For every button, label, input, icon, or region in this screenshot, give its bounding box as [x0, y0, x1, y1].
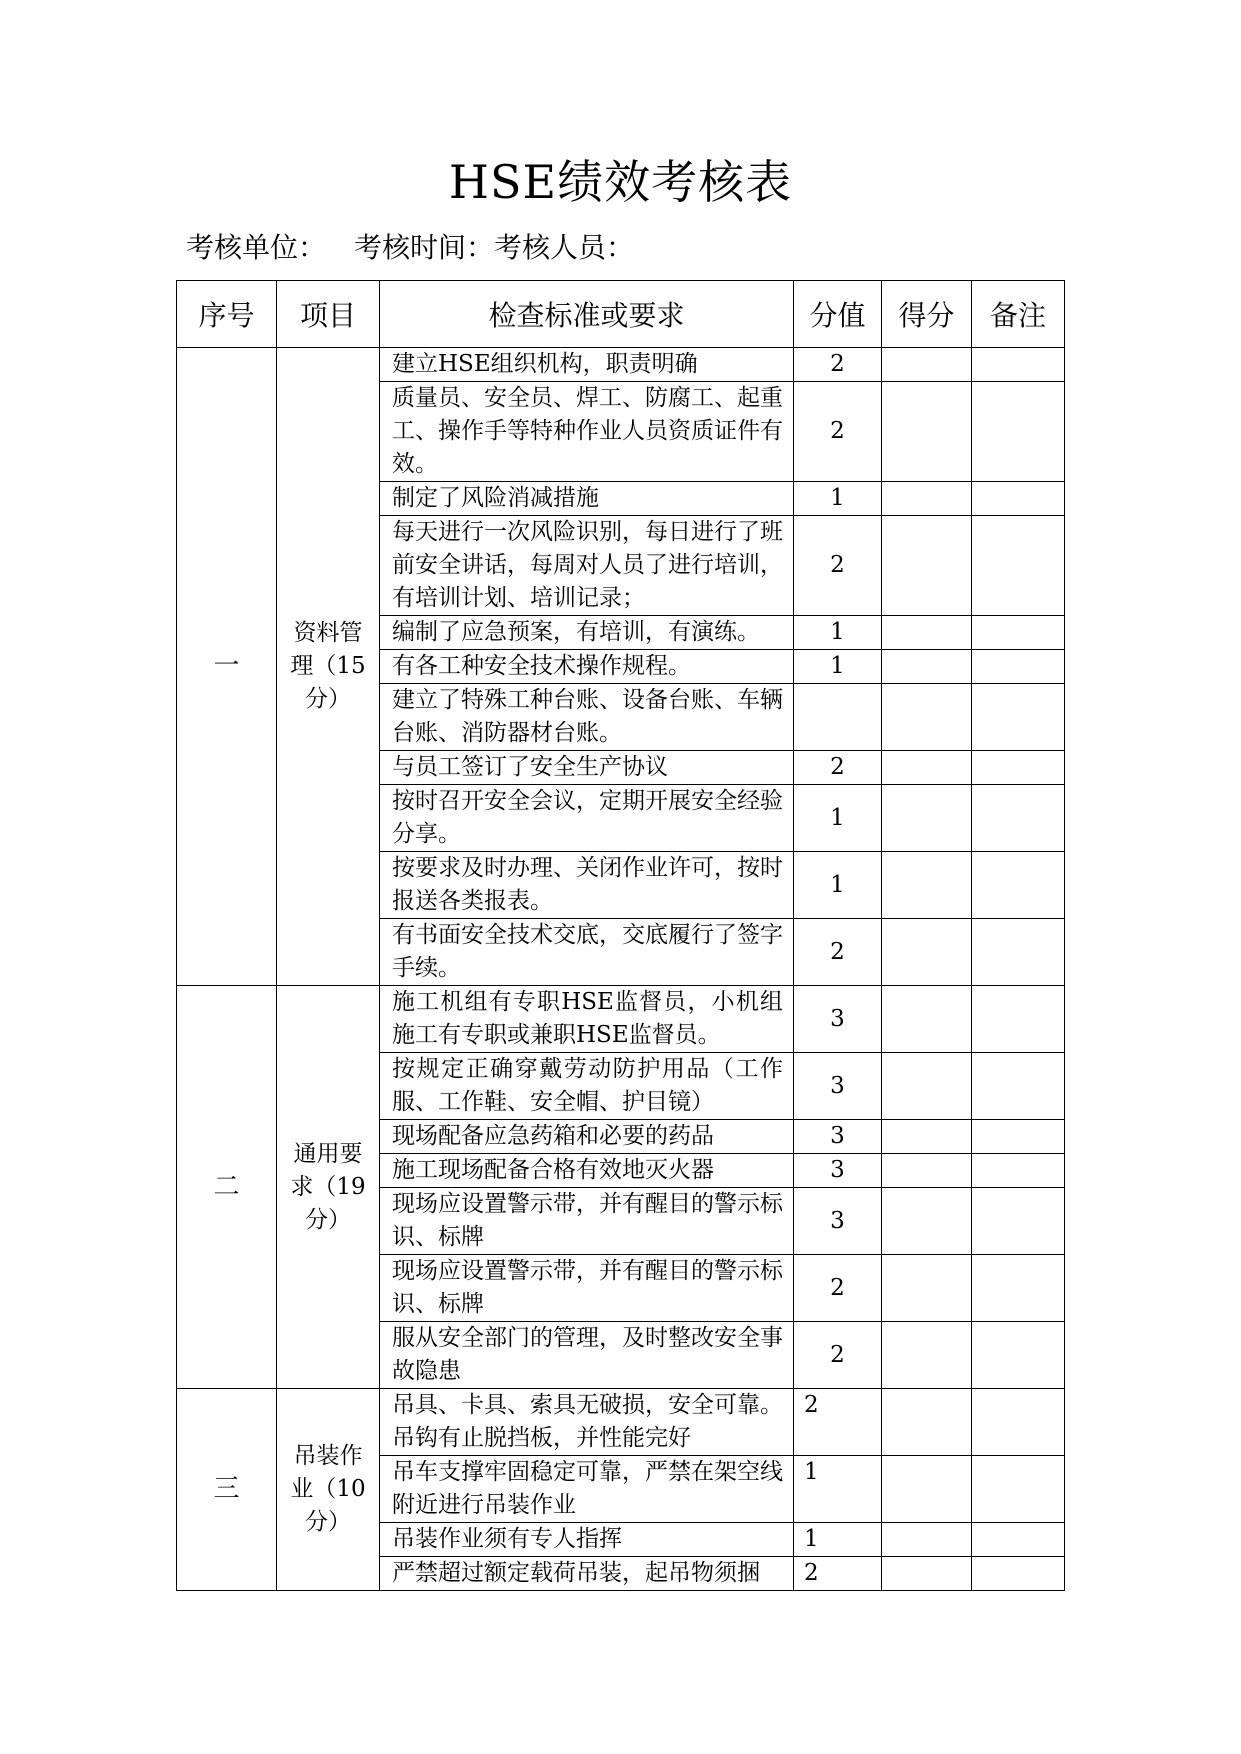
score-cell: 2 [794, 1322, 882, 1389]
table-header-row [177, 281, 1065, 348]
remark-cell[interactable] [972, 1255, 1065, 1322]
got-score-cell[interactable] [882, 1255, 972, 1322]
assessment-meta [186, 228, 634, 268]
score-cell: 1 [794, 785, 882, 852]
remark-cell[interactable] [972, 785, 1065, 852]
score-cell: 1 [794, 1523, 882, 1557]
got-score-cell[interactable] [882, 616, 972, 650]
remark-cell[interactable] [972, 1322, 1065, 1389]
remark-cell[interactable] [972, 1456, 1065, 1523]
section-item: 通用要求（19分） [277, 986, 380, 1389]
got-score-cell[interactable] [882, 1456, 972, 1523]
got-score-cell[interactable] [882, 919, 972, 986]
section-number: 二 [177, 986, 277, 1389]
remark-cell[interactable] [972, 919, 1065, 986]
section-item: 资料管理（15分） [277, 348, 380, 986]
got-score-cell[interactable] [882, 1120, 972, 1154]
got-score-cell[interactable] [882, 1154, 972, 1188]
score-cell: 3 [794, 1154, 882, 1188]
standard-cell: 质量员、安全员、焊工、防腐工、起重工、操作手等特种作业人员资质证件有效。 [380, 382, 794, 482]
unit-label: 考核单位： [186, 231, 327, 264]
got-score-cell[interactable] [882, 1557, 972, 1591]
score-cell: 1 [794, 482, 882, 516]
score-cell: 2 [794, 382, 882, 482]
table-row [177, 1389, 1065, 1456]
standard-cell: 建立HSE组织机构，职责明确 [380, 348, 794, 382]
remark-cell[interactable] [972, 1523, 1065, 1557]
standard-cell: 按要求及时办理、关闭作业许可，按时报送各类报表。 [380, 852, 794, 919]
score-cell: 1 [794, 852, 882, 919]
remark-cell[interactable] [972, 650, 1065, 684]
remark-cell[interactable] [972, 382, 1065, 482]
remark-cell[interactable] [972, 1120, 1065, 1154]
remark-cell[interactable] [972, 348, 1065, 382]
standard-cell: 吊装作业须有专人指挥 [380, 1523, 794, 1557]
remark-cell[interactable] [972, 1188, 1065, 1255]
standard-cell: 服从安全部门的管理，及时整改安全事故隐患 [380, 1322, 794, 1389]
score-cell: 3 [794, 1053, 882, 1120]
standard-cell: 有书面安全技术交底，交底履行了签字手续。 [380, 919, 794, 986]
header-got: 得分 [882, 281, 972, 348]
assessment-table [176, 280, 1065, 1591]
got-score-cell[interactable] [882, 684, 972, 751]
standard-cell: 按时召开安全会议，定期开展安全经验分享。 [380, 785, 794, 852]
standard-cell: 与员工签订了安全生产协议 [380, 751, 794, 785]
standard-cell: 吊具、卡具、索具无破损，安全可靠。吊钩有止脱挡板，并性能完好 [380, 1389, 794, 1456]
remark-cell[interactable] [972, 684, 1065, 751]
score-cell: 2 [794, 919, 882, 986]
score-cell [794, 684, 882, 751]
got-score-cell[interactable] [882, 1188, 972, 1255]
standard-cell: 现场应设置警示带，并有醒目的警示标识、标牌 [380, 1255, 794, 1322]
got-score-cell[interactable] [882, 348, 972, 382]
section-number: 三 [177, 1389, 277, 1591]
header-score: 分值 [794, 281, 882, 348]
score-cell: 2 [794, 348, 882, 382]
got-score-cell[interactable] [882, 785, 972, 852]
remark-cell[interactable] [972, 852, 1065, 919]
remark-cell[interactable] [972, 616, 1065, 650]
remark-cell[interactable] [972, 751, 1065, 785]
standard-cell: 施工现场配备合格有效地灭火器 [380, 1154, 794, 1188]
got-score-cell[interactable] [882, 852, 972, 919]
standard-cell: 有各工种安全技术操作规程。 [380, 650, 794, 684]
got-score-cell[interactable] [882, 1322, 972, 1389]
standard-cell: 施工机组有专职HSE监督员，小机组施工有专职或兼职HSE监督员。 [380, 986, 794, 1053]
standard-cell: 编制了应急预案，有培训，有演练。 [380, 616, 794, 650]
table-row [177, 348, 1065, 382]
standard-cell: 现场配备应急药箱和必要的药品 [380, 1120, 794, 1154]
standard-cell: 吊车支撑牢固稳定可靠，严禁在架空线附近进行吊装作业 [380, 1456, 794, 1523]
score-cell: 2 [794, 1389, 882, 1456]
standard-cell: 制定了风险消减措施 [380, 482, 794, 516]
standard-cell: 每天进行一次风险识别，每日进行了班前安全讲话，每周对人员了进行培训，有培训计划、培训记录； [380, 516, 794, 616]
standard-cell: 严禁超过额定载荷吊装，起吊物须捆 [380, 1557, 794, 1591]
remark-cell[interactable] [972, 516, 1065, 616]
got-score-cell[interactable] [882, 482, 972, 516]
standard-cell: 按规定正确穿戴劳动防护用品（工作服、工作鞋、安全帽、护目镜） [380, 1053, 794, 1120]
person-label: 考核人员： [494, 231, 635, 264]
score-cell: 1 [794, 616, 882, 650]
got-score-cell[interactable] [882, 650, 972, 684]
remark-cell[interactable] [972, 1154, 1065, 1188]
score-cell: 1 [794, 650, 882, 684]
score-cell: 2 [794, 1557, 882, 1591]
score-cell: 2 [794, 1255, 882, 1322]
got-score-cell[interactable] [882, 1523, 972, 1557]
got-score-cell[interactable] [882, 986, 972, 1053]
header-standard: 检查标准或要求 [380, 281, 794, 348]
remark-cell[interactable] [972, 1557, 1065, 1591]
table-body [177, 348, 1065, 1591]
got-score-cell[interactable] [882, 751, 972, 785]
score-cell: 2 [794, 516, 882, 616]
standard-cell: 建立了特殊工种台账、设备台账、车辆台账、消防器材台账。 [380, 684, 794, 751]
page-title: HSE绩效考核表 [448, 155, 793, 209]
remark-cell[interactable] [972, 482, 1065, 516]
score-cell: 3 [794, 1188, 882, 1255]
remark-cell[interactable] [972, 1053, 1065, 1120]
remark-cell[interactable] [972, 1389, 1065, 1456]
section-number: 一 [177, 348, 277, 986]
header-remark: 备注 [972, 281, 1065, 348]
header-item: 项目 [277, 281, 380, 348]
header-no: 序号 [177, 281, 277, 348]
score-cell: 1 [794, 1456, 882, 1523]
got-score-cell[interactable] [882, 516, 972, 616]
standard-cell: 现场应设置警示带，并有醒目的警示标识、标牌 [380, 1188, 794, 1255]
time-label: 考核时间： [354, 231, 495, 264]
section-item: 吊装作业（10分） [277, 1389, 380, 1591]
score-cell: 3 [794, 986, 882, 1053]
got-score-cell[interactable] [882, 1389, 972, 1456]
score-cell: 3 [794, 1120, 882, 1154]
table-row [177, 986, 1065, 1053]
got-score-cell[interactable] [882, 1053, 972, 1120]
got-score-cell[interactable] [882, 382, 972, 482]
score-cell: 2 [794, 751, 882, 785]
remark-cell[interactable] [972, 986, 1065, 1053]
